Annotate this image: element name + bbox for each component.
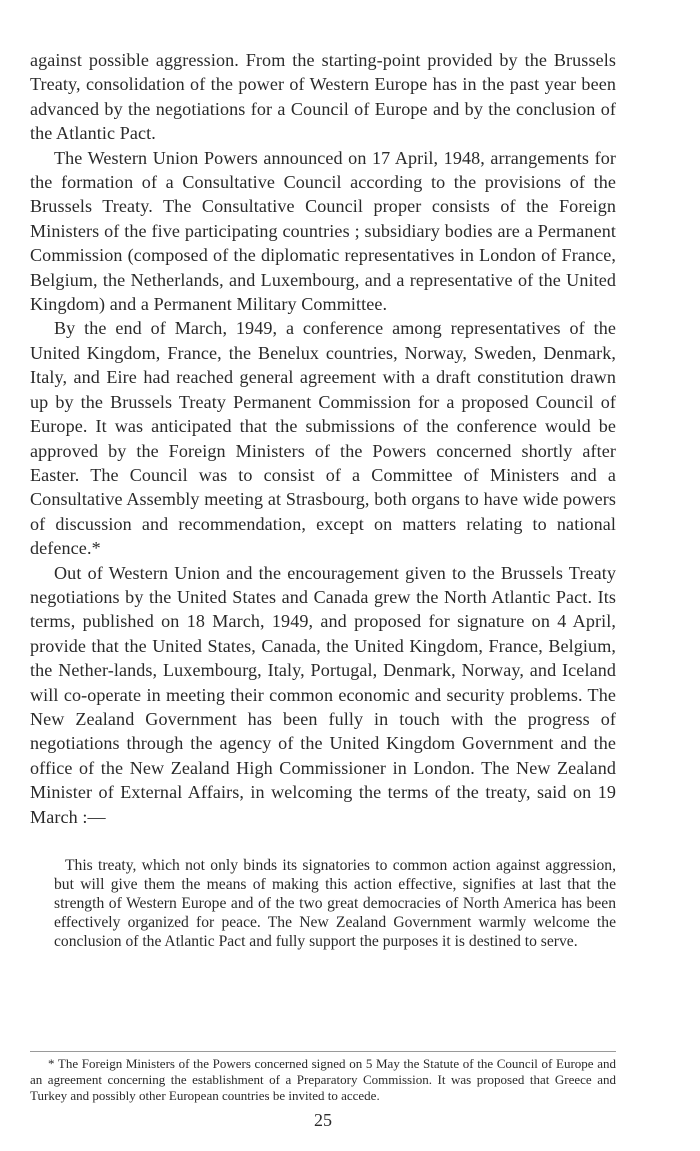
main-text — [30, 48, 616, 829]
paragraph-continuation: against possible aggression. From the starting-point provided by the Brussels Treaty, consolidation of the power of Western Europe has in the past year been advanced by the negotiations for a Council of Europe and by the conclusion of the Atlantic Pact. — [30, 50, 616, 144]
paragraph-council-of-europe: By the end of March, 1949, a conference among representatives of the United Kingdom, France, the Benelux countries, Norway, Sweden, Denmark, Italy, and Eire had reached general agreement with a draft constitution drawn up by the Brussels Treaty Permanent Commission for a proposed Council of Europe. It was anticipated that the submissions of the conference would be approved by the Foreign Ministers of the Powers concerned shortly after Easter. The Council was to consist of a Committee of Ministers and a Consultative Assembly meeting at Strasbourg, both organs to have wide powers of discussion and recommendation, except on matters relating to national defence.* — [30, 318, 616, 559]
footnote-divider — [30, 1051, 616, 1052]
footnote: * The Foreign Ministers of the Powers concerned signed on 5 May the Statute of the Council of Europe and an agreement concerning the establishment of a Preparatory Commission. It was proposed that Greece and Turkey and possibly other European countries be invited to accede. — [30, 1056, 616, 1104]
paragraph-western-union: The Western Union Powers announced on 17 April, 1948, arrangements for the formation of a Consultative Council according to the provisions of the Brussels Treaty. The Consultative Council proper consists of the Foreign Ministers of the five participating countries ; subsidiary bodies are a Permanent Commission (composed of the diplomatic representatives in London of France, Belgium, the Netherlands, and Luxembourg, and a representative of the United Kingdom) and a Permanent Military Committee. — [30, 147, 616, 315]
block-quote: This treaty, which not only binds its signatories to common action against aggression, but will give them the means of making this action effective, signifies at last that the strength of Western Europe and of the two great democracies of North America has been effectively organized for peace. The New Zealand Government warmly welcome the conclusion of the Atlantic Pact and fully support the purposes it is destined to serve. — [54, 857, 616, 950]
paragraph-atlantic-pact: Out of Western Union and the encouragement given to the Brussels Treaty negotiations by the United States and Canada grew the North Atlantic Pact. Its terms, published on 18 March, 1949, and proposed for signature on 4 April, provide that the United States, Canada, the United Kingdom, France, Belgium, the Nether-lands, Luxembourg, Italy, Portugal, Denmark, Norway, and Iceland will co-operate in meeting their common economic and security problems. The New Zealand Government has been fully in touch with the progress of negotiations through the agency of the United Kingdom Government and the office of the New Zealand High Commissioner in London. The New Zealand Minister of External Affairs, in welcoming the terms of the treaty, said on 19 March :— — [30, 562, 616, 827]
page-number: 25 — [314, 1110, 332, 1130]
